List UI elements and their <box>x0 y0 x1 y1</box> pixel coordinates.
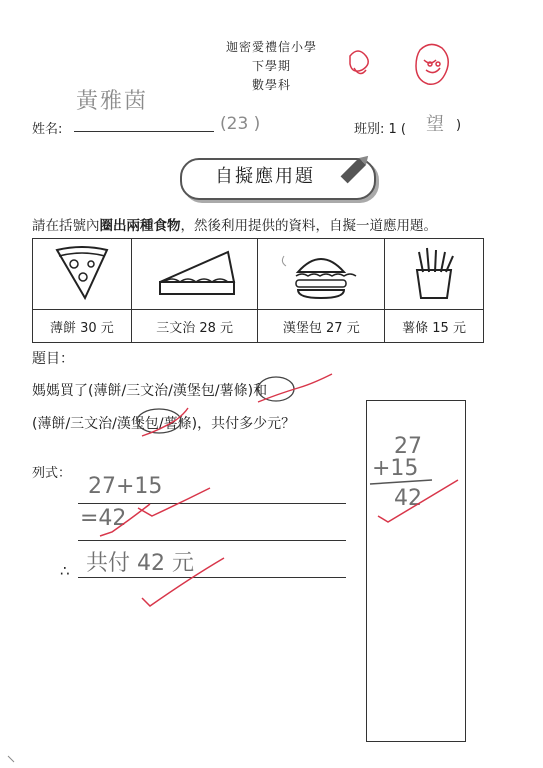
class-value: 望 <box>426 114 444 135</box>
instruction: 請在括號內圈出兩種食物，然後利用提供的資料，自擬一道應用題。 <box>32 218 437 234</box>
answer-text: 共付 42 元 <box>86 551 194 576</box>
question-line-1: 媽媽買了(薄餅/三文治/漢堡包/薯條)和 <box>32 383 268 399</box>
class-label: 班別: 1 ( <box>354 122 406 137</box>
question-line-2: (薄餅/三文治/漢堡包/薯條)，共付多少元？ <box>32 416 296 432</box>
food-price-label: 三文治 28 元 <box>131 310 258 343</box>
food-price-label: 薯條 15 元 <box>385 310 484 343</box>
working-step-1: 27+15 <box>88 474 163 499</box>
answer-symbol: ∴ <box>60 562 70 580</box>
term-label: 下學期 <box>251 59 291 73</box>
question-label: 題目： <box>32 351 74 367</box>
subject-label: 數學科 <box>251 78 291 92</box>
student-number: (23 ) <box>220 114 261 134</box>
calc-result: 42 <box>394 486 422 511</box>
page-title: 自擬應用題 <box>215 166 315 187</box>
food-price-label: 漢堡包 27 元 <box>258 310 385 343</box>
working-step-2: =42 <box>80 506 127 531</box>
working-label: 列式： <box>32 466 72 481</box>
name-value: 黃雅茵 <box>76 89 149 114</box>
name-label: 姓名: <box>32 122 63 137</box>
calc-top: 27 <box>394 434 422 459</box>
food-price-label: 薄餅 30 元 <box>33 310 132 343</box>
calc-bottom: +15 <box>372 456 419 481</box>
school-name: 迦密愛禮信小學 <box>225 40 317 54</box>
class-close: ) <box>456 118 462 133</box>
